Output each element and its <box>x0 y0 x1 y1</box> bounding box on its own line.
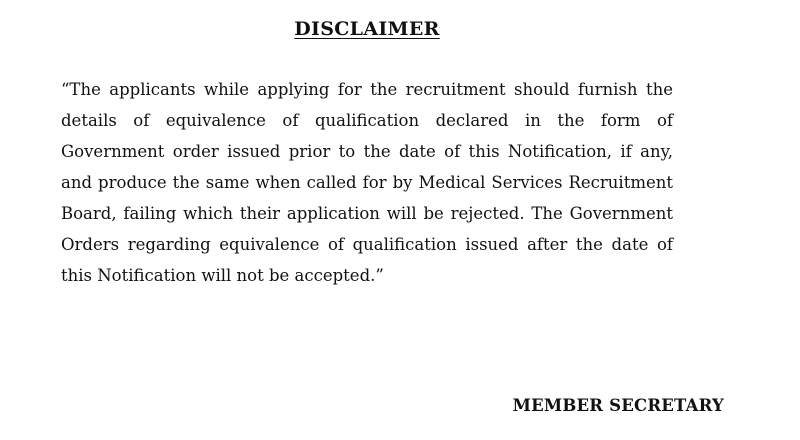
disclaimer-paragraph: “The applicants while applying for the recruitment should furnish the details of equivalence of qualification declared in the form of Government order issued prior to the date of this Notification, if any, and produce the same when called for by Medical Services Recruitment Board, failing which their application will be rejected. The Government Orders regarding equivalence of qualification issued after the date of this Notification will not be accepted.” <box>61 80 673 285</box>
disclaimer-heading: DISCLAIMER <box>294 18 440 40</box>
signature-title: MEMBER SECRETARY <box>512 396 724 415</box>
